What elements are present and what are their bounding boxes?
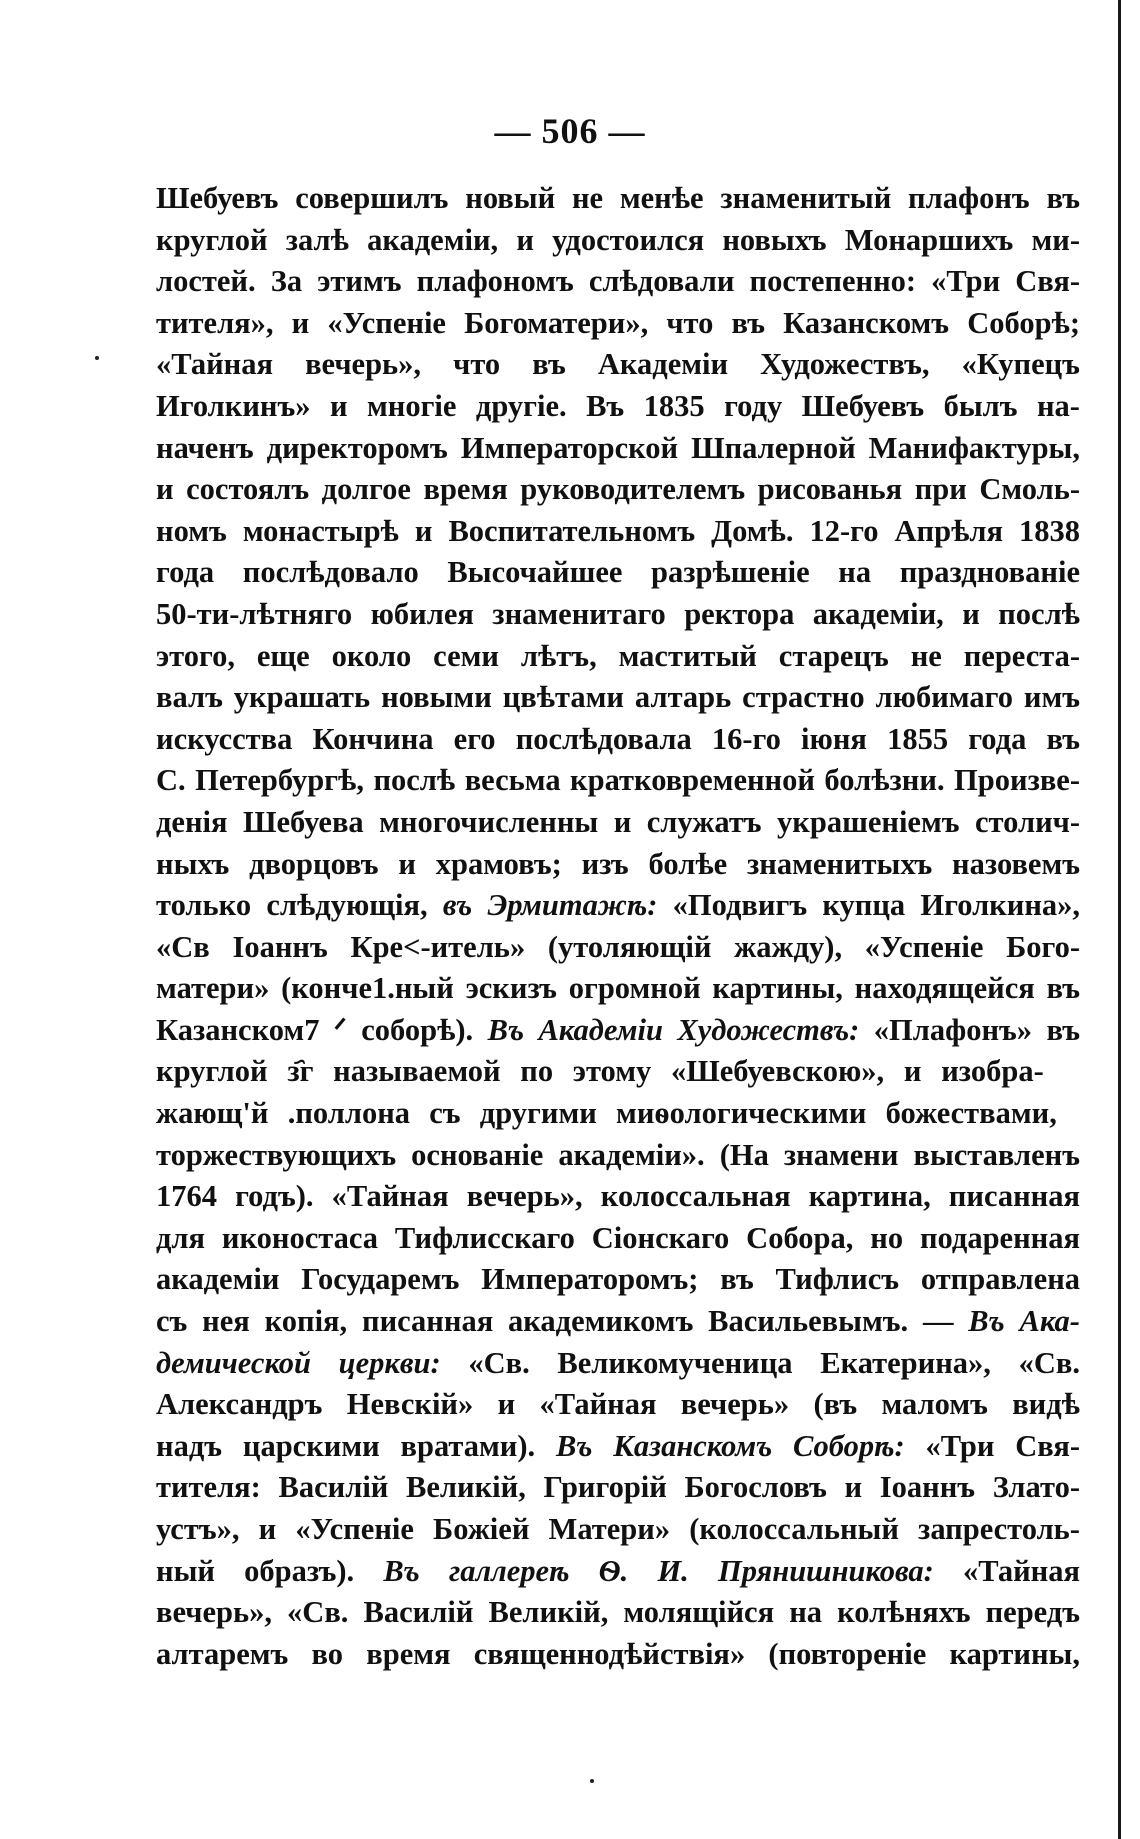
text-line <box>156 885 1080 927</box>
italic-text-segment: демической церкви: <box>156 1345 441 1380</box>
text-line <box>156 220 1080 262</box>
text-line <box>156 1384 1080 1426</box>
text-segment: вечерь», «Св. Василій Великій, молящійся на колѣняхъ передъ <box>156 1595 1081 1630</box>
text-segment: денія Шебуева многочисленны и служатъ украшеніемъ столич- <box>156 804 1081 839</box>
text-segment: жающ'й .поллона съ другими миѳологическими божествами, <box>156 1096 1057 1131</box>
text-line <box>156 1592 1080 1634</box>
text-line <box>156 927 1080 969</box>
text-segment: ныхъ дворцовъ и храмовъ; изъ болѣе знаменитыхъ назовемъ <box>156 846 1081 881</box>
text-line <box>156 511 1080 553</box>
page-number: — 506 — <box>494 111 646 151</box>
text-segment: Шебуевъ совершилъ новый не менѣе знаменитый плафонъ въ <box>156 181 1080 215</box>
text-line <box>156 1343 1080 1385</box>
text-segment: «Тайная вечерь», что въ Академіи Художествъ, «Купецъ <box>156 347 1080 382</box>
text-line <box>156 802 1080 844</box>
text-segment: С. Петербургѣ, послѣ весьма кратковременной болѣзни. Произве- <box>156 763 1080 798</box>
text-line <box>156 344 1080 386</box>
text-segment: валъ украшать новыми цвѣтами алтарь страстно любимаго имъ <box>156 680 1081 715</box>
text-line <box>156 677 1080 719</box>
text-segment: Казанском7 ᐟ соборѣ). <box>156 1012 488 1047</box>
text-segment: и состоялъ долгое время руководителемъ рисованья при Смоль- <box>156 472 1081 507</box>
text-segment: академіи Государемъ Императоромъ; въ Тифлисъ отправлена <box>156 1262 1081 1297</box>
text-line <box>156 552 1080 594</box>
text-segment: надъ царскими вратами). <box>156 1428 556 1463</box>
italic-text-segment: въ Эрмитажѣ: <box>442 888 658 923</box>
bottom-speck <box>590 1779 594 1783</box>
text-line <box>156 1010 1080 1052</box>
text-segment: «Св Іоаннъ Кре<-итель» (утоляющій жажду), «Успеніе Бого- <box>156 929 1080 964</box>
text-line <box>156 594 1080 636</box>
text-line <box>156 1176 1080 1218</box>
text-segment: торжествующихъ основаніе академіи». (На знамени выставленъ <box>156 1137 1080 1172</box>
text-segment: «Плафонъ» въ <box>859 1012 1080 1047</box>
text-line <box>156 844 1080 886</box>
text-line <box>156 261 1080 303</box>
text-segment: «Подвигъ купца Иголкина», <box>657 888 1081 923</box>
text-segment: этого, еще около семи лѣтъ, маститый старецъ не переста- <box>156 638 1081 673</box>
text-segment: искусства Кончина его послѣдовала 16-го іюня 1855 года въ <box>156 721 1081 756</box>
text-line <box>156 968 1080 1010</box>
text-line <box>156 1218 1080 1260</box>
italic-text-segment: Въ Ака- <box>968 1304 1080 1339</box>
text-segment: «Три Свя- <box>904 1428 1080 1463</box>
text-line <box>156 760 1080 802</box>
text-line <box>156 1634 1080 1676</box>
text-segment: для иконостаса Тифлисскаго Сіонскаго Собора, но подаренная <box>156 1220 1080 1255</box>
text-segment: ный образъ). <box>156 1553 384 1588</box>
text-line <box>156 386 1080 428</box>
text-segment: «Тайная <box>933 1553 1081 1588</box>
text-line <box>156 1051 1080 1093</box>
text-line <box>156 1093 1080 1135</box>
text-line <box>156 1135 1080 1177</box>
text-line <box>156 178 1080 220</box>
text-segment: наченъ директоромъ Императорской Шпалерной Манифактуры, <box>156 430 1080 465</box>
text-line <box>156 303 1080 345</box>
text-segment: съ нея копія, писанная академикомъ Васильевымъ. — <box>156 1304 969 1339</box>
text-line <box>156 1467 1080 1509</box>
text-line <box>156 1426 1080 1468</box>
text-segment: алтаремъ во время священнодѣйствія» (повтореніе картины, <box>156 1636 1080 1671</box>
text-line <box>156 636 1080 678</box>
text-line <box>156 1259 1080 1301</box>
text-segment: Иголкинъ» и многіе другіе. Въ 1835 году Шебуевъ былъ на- <box>156 388 1080 423</box>
text-segment: тителя: Василій Великій, Григорій Богословъ и Іоаннъ Злато- <box>156 1470 1080 1505</box>
text-segment: 50-ти-лѣтняго юбилея знаменитаго ректора академіи, и послѣ <box>156 596 1080 631</box>
text-segment: круглой з҄г называемой по этому «Шебуевскою», и изобра- <box>156 1054 1044 1089</box>
page-edge-line <box>1118 0 1121 1839</box>
text-segment: лостей. За этимъ плафономъ слѣдовали постепенно: «Три Свя- <box>156 264 1081 299</box>
margin-speck <box>95 356 99 360</box>
italic-text-segment: Въ галлереѣ Ѳ. И. Прянишникова: <box>383 1553 934 1588</box>
text-line <box>156 1509 1080 1551</box>
text-segment: 1764 годъ). «Тайная вечерь», колоссальная картина, писанная <box>156 1179 1080 1214</box>
text-segment: матери» (конче1.ный эскизъ огромной картины, находящейся въ <box>156 971 1081 1006</box>
text-segment: только слѣдующія, <box>156 888 443 923</box>
text-segment: тителя», и «Успеніе Богоматери», что въ Казанскомъ Соборѣ; <box>156 305 1081 340</box>
italic-text-segment: Въ Академіи Художествъ: <box>487 1012 860 1047</box>
text-line <box>156 428 1080 470</box>
text-segment: «Св. Великомученица Екатерина», «Св. <box>440 1345 1080 1380</box>
text-line <box>156 469 1080 511</box>
text-segment: Александръ Невскій» и «Тайная вечерь» (въ маломъ видѣ <box>156 1387 1080 1422</box>
body-text <box>156 178 1080 1675</box>
text-segment: года послѣдовало Высочайшее разрѣшеніе на празднованіе <box>156 555 1080 590</box>
italic-text-segment: Въ Казанскомъ Соборѣ: <box>556 1428 905 1463</box>
text-segment: устъ», и «Успеніе Божіей Матери» (колоссальный запрестоль- <box>156 1512 1080 1546</box>
text-line <box>156 1301 1080 1343</box>
text-line <box>156 1551 1080 1593</box>
text-segment: номъ монастырѣ и Воспитательномъ Домѣ. 12-го Апрѣля 1838 <box>156 513 1081 548</box>
text-segment: круглой залѣ академіи, и удостоился новыхъ Монаршихъ ми- <box>156 222 1080 257</box>
text-line <box>156 719 1080 761</box>
